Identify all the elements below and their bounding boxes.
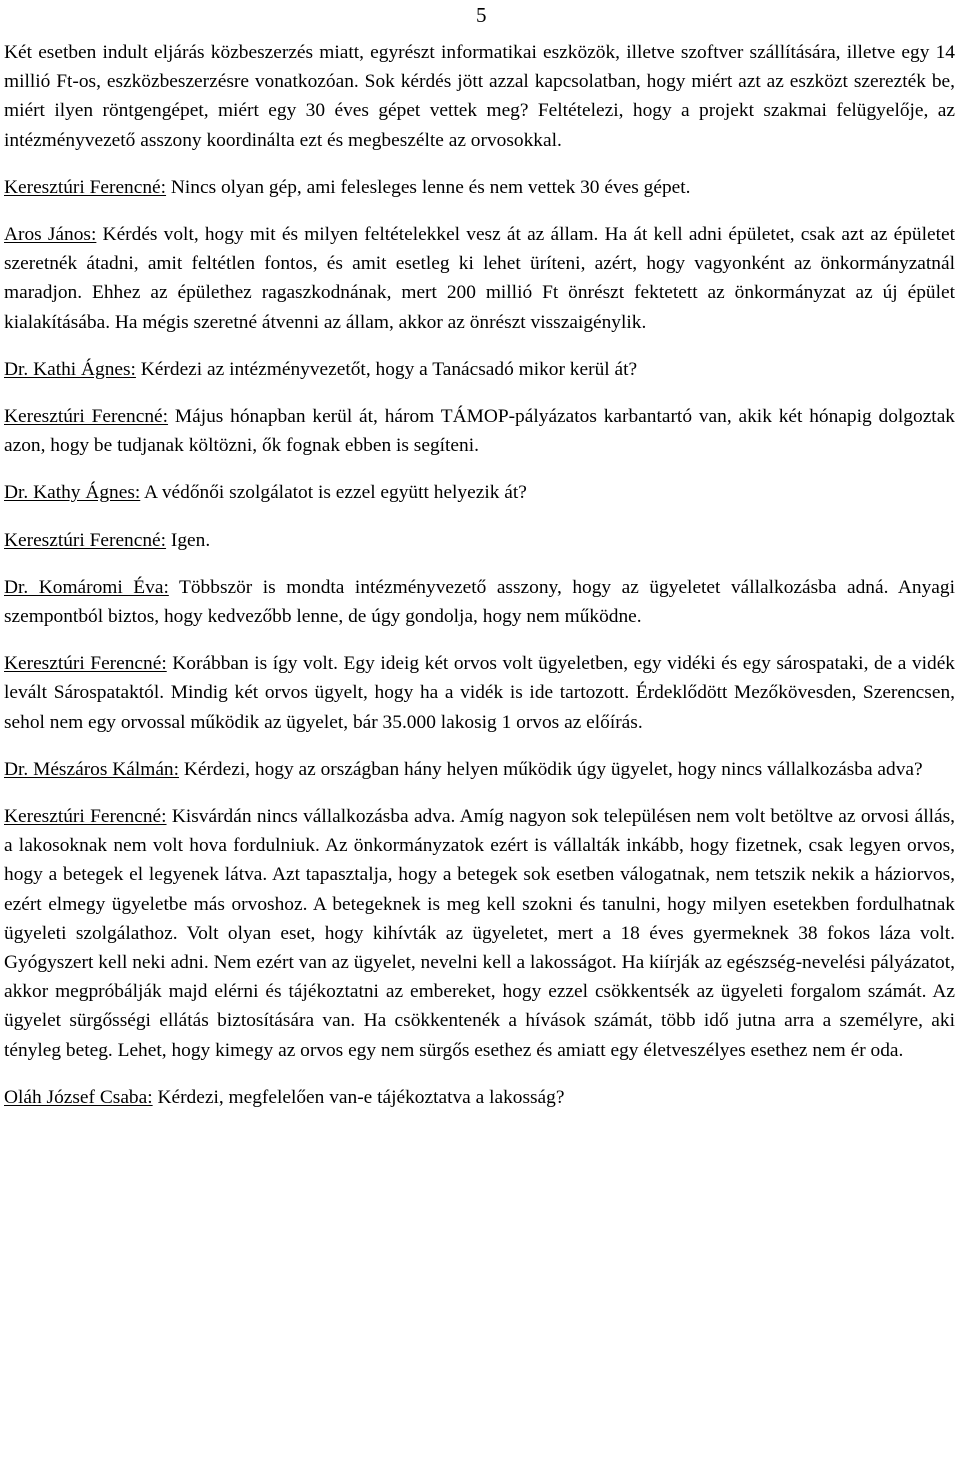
paragraph-text: Igen. [166,529,211,551]
paragraph-olah [4,1083,955,1112]
paragraph-text: Kérdezi, megfelelően van-e tájékoztatva a lakosság? [152,1086,565,1108]
speaker-name: Dr. Kathi Ágnes: [4,358,136,380]
speaker-name: Keresztúri Ferencné: [4,653,167,675]
speaker-name: Aros János: [4,224,97,246]
document-body [4,38,955,1130]
paragraph-text: Két esetben indult eljárás közbeszerzés miatt, egyrészt informatikai eszközök, illetve szoftver szállítására, illetve egy 14 millió Ft-os, eszközbeszerzésre vonatkozóan. Sok kérdés jött azzal kapcsolatban, hogy miért azt az eszközt szerezték be, miért ilyen röntgengépet, miért egy 30 éves gépet vettek meg? Feltételezi, hogy a projekt szakmai felügyelője, az intézményvezető asszony koordinálta ezt és megbeszélte az orvosokkal. [4,42,955,151]
speaker-name: Dr. Komáromi Éva: [4,576,169,598]
paragraph-text: Kérdezi, hogy az országban hány helyen működik úgy ügyelet, hogy nincs vállalkozásba adva? [179,758,923,780]
page-number: 5 [476,3,487,27]
paragraph-keresztury-4 [4,649,955,737]
paragraph-keresztury-5 [4,802,955,1065]
paragraph-aros [4,220,955,337]
speaker-name: Dr. Kathy Ágnes: [4,482,141,504]
paragraph-text: Nincs olyan gép, ami felesleges lenne és nem vettek 30 éves gépet. [166,176,691,198]
speaker-name: Keresztúri Ferencné: [4,806,167,828]
paragraph-meszaros [4,755,955,784]
speaker-name: Dr. Mészáros Kálmán: [4,758,180,780]
speaker-name: Keresztúri Ferencné: [4,406,169,428]
paragraph-text: Kérdés volt, hogy mit és milyen feltételekkel vesz át az állam. Ha át kell adni épületet, csak azt az épületet szeretnék átadni, amit feltétlen fontos, és amit esetleg ki lehet üríteni, azért, hogy vagyonként az önkormányzatnál maradjon. Ehhez az épülethez ragaszkodnának, mert 200 millió Ft önrészt fektetett az önkormányzat az új épület kialakításába. Ha mégis szeretné átvenni az állam, akkor az önrészt visszaigénylik. [4,224,955,333]
paragraph-procurement [4,38,955,155]
paragraph-kathy [4,478,955,507]
paragraph-text: Többször is mondta intézményvezető asszony, hogy az ügyeletet vállalkozásba adná. Anyagi szempontból biztos, hogy kedvezőbb lenne, de úgy gondolja, hogy nem működne. [4,576,955,628]
speaker-name: Keresztúri Ferencné: [4,529,167,551]
speaker-name: Keresztúri Ferencné: [4,176,167,198]
paragraph-keresztury-1 [4,173,955,202]
paragraph-text: Kérdezi az intézményvezetőt, hogy a Tanácsadó mikor kerül át? [135,358,638,380]
paragraph-text: Május hónapban kerül át, három TÁMOP-pályázatos karbantartó van, akik két hónapig dolgoztak azon, hogy be tudjanak költözni, ők fognak ebben is segíteni. [4,406,955,457]
speaker-name: Oláh József Csaba: [4,1086,153,1108]
paragraph-keresztury-3 [4,526,955,555]
paragraph-kathi [4,355,955,384]
paragraph-komaromi [4,573,955,631]
paragraph-keresztury-2 [4,402,955,460]
paragraph-text: Kisvárdán nincs vállalkozásba adva. Amíg nagyon sok településen nem volt betöltve az orvosi állás, a lakosoknak nem volt hova fordulniuk. Az önkormányzatok ezért is vállalták inkább, hogy fizetnek, csak legyen orvos, hogy a betegek el legyenek látva. Azt tapasztalja, hogy a betegek sok esetben válogatnak, nem tetszik nekik a háziorvos, ezért elmegy ügyeletbe más orvoshoz. A betegeknek is meg kell szokni és tanulni, hogy milyen esetekben fordulhatnak ügyeleti szolgálathoz. Volt olyan eset, hogy kihívták az ügyeletet, mert a 18 éves gyermeknek 38 fokos láza volt. Gyógyszert kell neki adni. Nem ezért van az ügyelet, nevelni kell a lakosságot. Ha kiírják az egészség-nevelési pályázatot, akkor megpróbálják majd elérni és tájékoztatni az embereket, hogy ezzel csökkentsék az ügyeleti forgalom számát. Az ügyelet sürgősségi ellátás biztosítására van. Ha csökkentenék a hívások számát, több idő jutna arra a személyre, aki tényleg beteg. Lehet, hogy kimegy az orvos egy nem sürgős esethez és amiatt egy életveszélyes esethez nem ér oda. [4,806,956,1061]
paragraph-text: A védőnői szolgálatot is ezzel együtt helyezik át? [140,482,527,504]
paragraph-text: Korábban is így volt. Egy ideig két orvos volt ügyeletben, egy vidéki és egy sárospataki, de a vidék levált Sárospataktól. Mindig két orvos ügyelt, hogy ha a vidék is ide tartozott. Érdeklődött Mezőkövesden, Szerencsen, sehol nem egy orvossal működik az ügyelet, bár 35.000 lakosig 1 orvos az előírás. [4,653,955,733]
